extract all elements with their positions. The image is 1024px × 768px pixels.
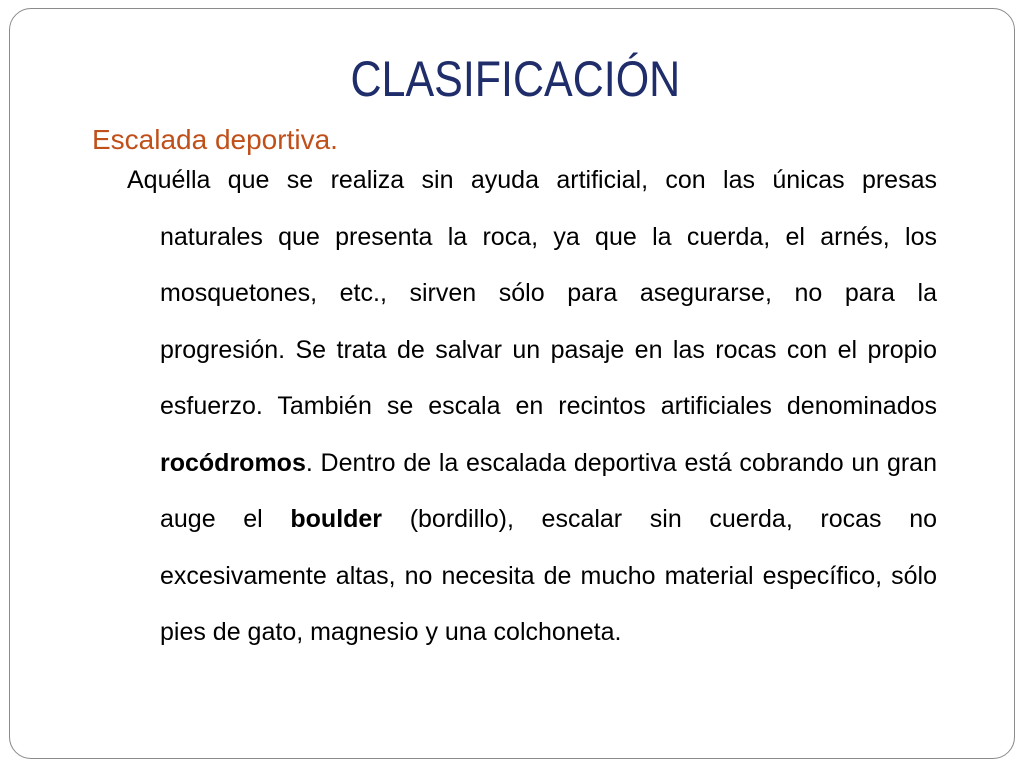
- body-text-part-1: Aquélla que se realiza sin ayuda artificial, con las únicas presas naturales que presenta la roca, ya que la cuerda, el arnés, los mosquetones, etc., sirven sólo para asegurarse, no para la progresión. Se trata de salvar un pasaje en las rocas con el propio esfuerzo. También se escala en recintos artificiales denominados: [127, 166, 937, 420]
- slide-title: CLASIFICACIÓN: [350, 51, 681, 107]
- term-boulder: boulder: [290, 505, 383, 533]
- body-text-part-3: (bordillo), escalar sin cuerda, rocas no excesivamente altas, no necesita de mucho material específico, sólo pies de gato, magnesio y una colchoneta.: [160, 505, 938, 646]
- term-rocodromos: rocódromos: [160, 448, 306, 477]
- body-text-part-2: . Dentro de la escalada deportiva está cobrando un gran auge el: [160, 448, 937, 533]
- slide-subtitle: Escalada deportiva.: [92, 124, 338, 155]
- body-paragraph: [127, 152, 938, 661]
